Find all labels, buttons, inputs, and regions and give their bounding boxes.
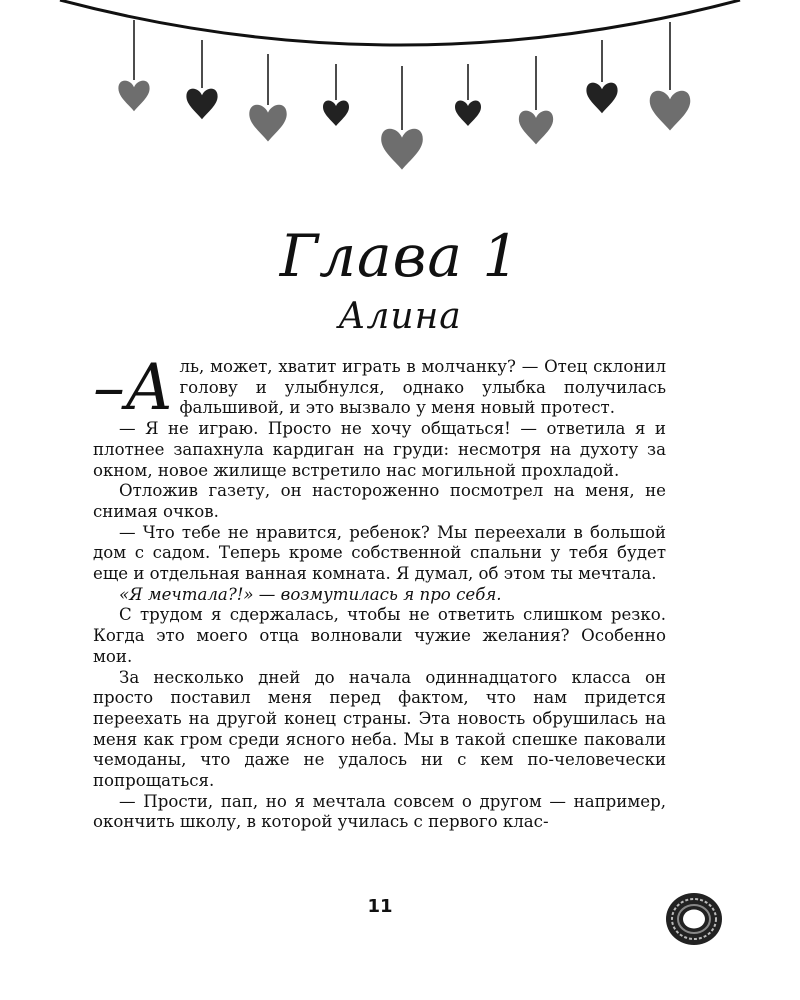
- heart-icon: [381, 129, 423, 170]
- heart-icon: [650, 91, 691, 131]
- paragraph: С трудом я сдержалась, чтобы не ответить слишком резко. Когда это моего отца волновали чужие желания? Особенно мои.: [93, 605, 666, 666]
- chapter-subtitle: Алина: [338, 296, 462, 337]
- paragraph: — Прости, пап, но я мечтала совсем о другом — например, окончить школу, в которой училась с первого клас-: [93, 791, 666, 832]
- garland-string: [60, 0, 740, 45]
- paragraph: Отложив газету, он настороженно посмотрел на меня, не снимая очков.: [93, 481, 666, 521]
- page-number: 11: [367, 896, 393, 917]
- heart-icon: [323, 101, 349, 127]
- heart-icon: [586, 83, 617, 114]
- chapter-title: Глава 1: [279, 222, 521, 290]
- paragraph: — Я не играю. Просто не хочу общаться! — ответила я и плотнее запахнула кардиган на груди: несмотря на духоту за окном, новое жилище встретило нас могильной прохладой.: [93, 419, 666, 480]
- paragraph: [93, 351, 666, 425]
- drop-cap: –А: [93, 351, 174, 425]
- lace-circle-icon: [664, 891, 724, 947]
- chapter-body: [93, 351, 666, 833]
- paragraph: За несколько дней до начала одиннадцатого класса он просто поставил меня перед фактом, что нам придется переехать на другой конец страны. Эта новость обрушилась на меня как гром среди ясного неба. Мы в такой спешке паковали чемоданы, что даже не удалось ни с кем по-человечески попрощаться.: [93, 667, 666, 791]
- heart-icon: [519, 111, 553, 145]
- paragraph: — Что тебе не нравится, ребенок? Мы переехали в большой дом с садом. Теперь кроме собственной спальни у тебя будет еще и отдельная ванная комната. Я думал, об этом ты мечтала.: [93, 522, 666, 584]
- heart-icon: [118, 81, 149, 112]
- paragraph-text: ль, может, хватит играть в молчанку? — Отец склонил голову и улыбнулся, однако улыбка получилась фальшивой, и это вызвало у меня новый протест.: [179, 357, 666, 418]
- heart-icon: [249, 105, 286, 142]
- heart-icon: [186, 89, 217, 120]
- heart-icon: [455, 101, 481, 127]
- inner-thought: «Я мечтала?!» — возмутилась я про себя.: [119, 584, 502, 604]
- heart-garland-illustration: [0, 0, 800, 200]
